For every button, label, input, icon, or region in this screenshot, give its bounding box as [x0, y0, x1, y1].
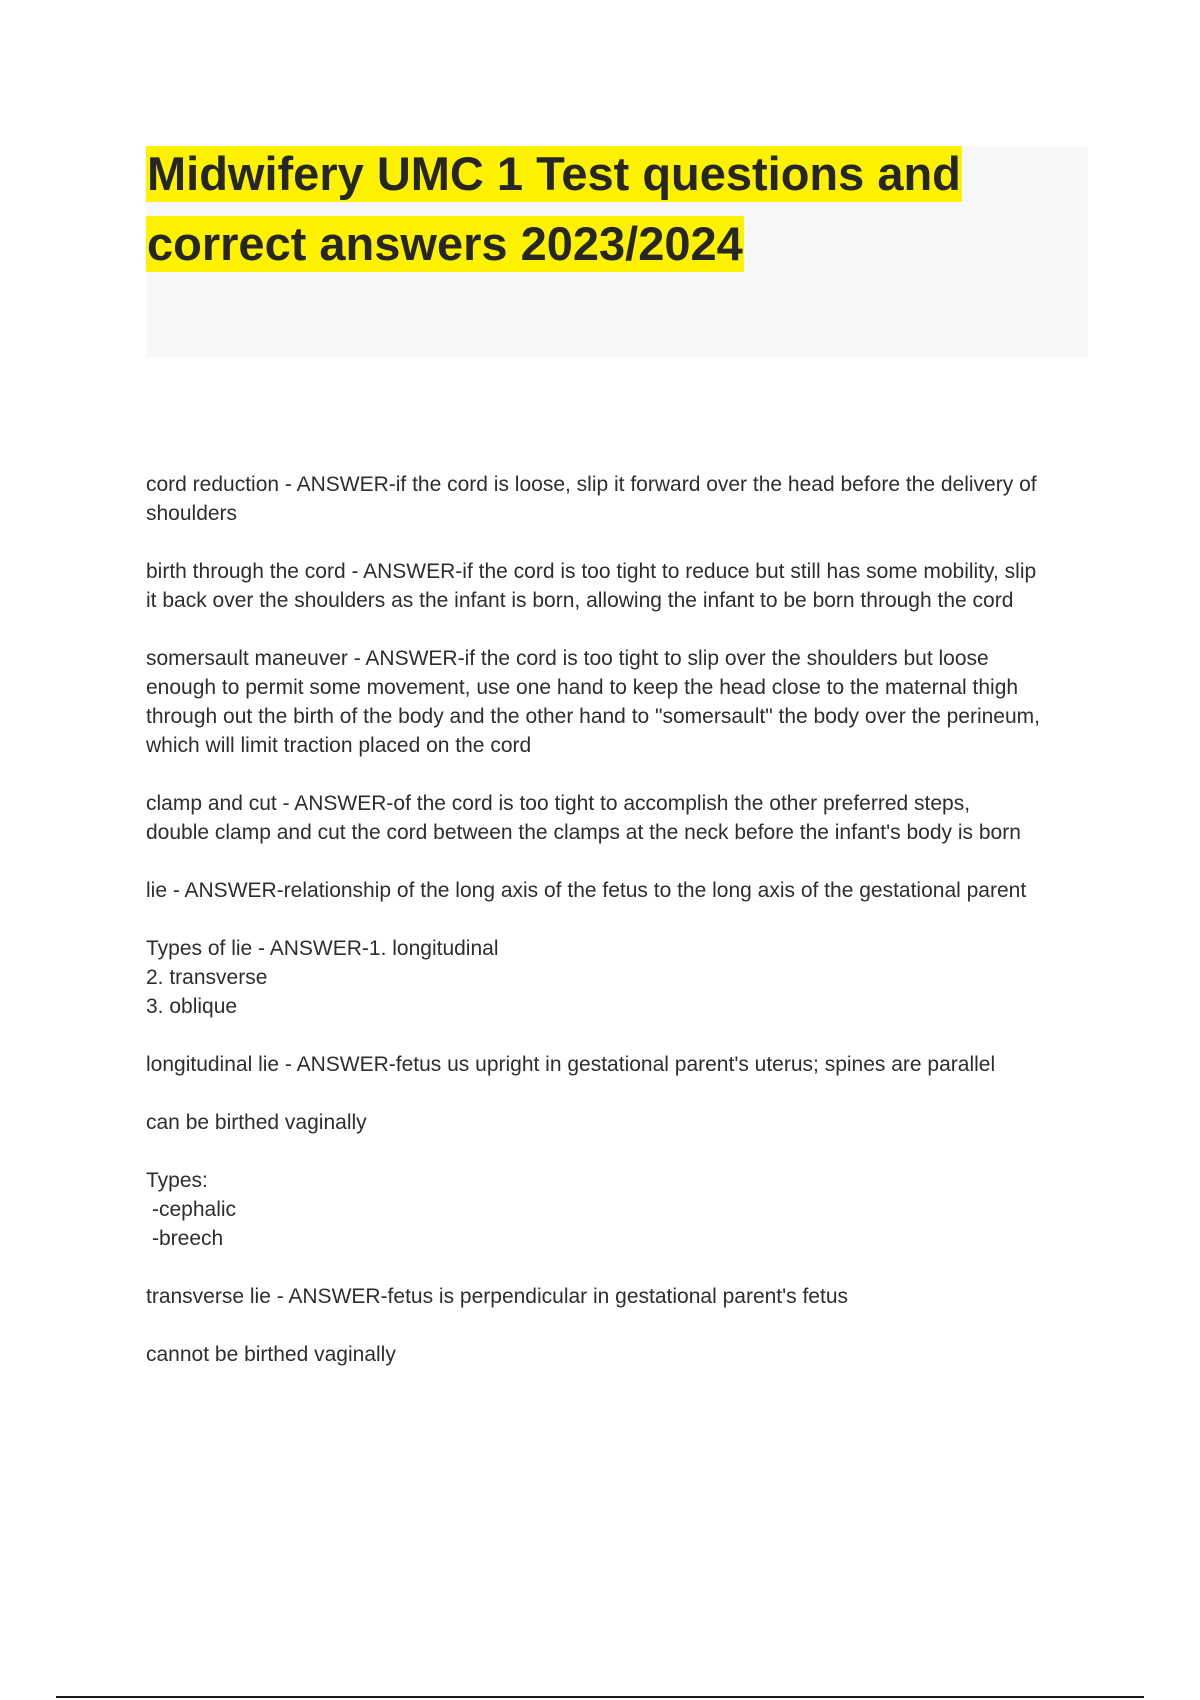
- qa-longitudinal-lie: [146, 1050, 1092, 1079]
- qa-lie: [146, 876, 1092, 905]
- text-line: double clamp and cut the cord between the clamps at the neck before the infant's body is born: [146, 821, 1021, 844]
- note-cannot-birth-vaginally: [146, 1340, 1092, 1369]
- qa-types-of-lie: [146, 934, 1092, 1021]
- qa-cord-reduction: [146, 470, 1092, 528]
- text-line: birth through the cord - ANSWER-if the cord is too tight to reduce but still has some mobility, slip: [146, 560, 1037, 583]
- text-line: transverse lie - ANSWER-fetus is perpendicular in gestational parent's fetus: [146, 1285, 849, 1308]
- qa-clamp-and-cut: [146, 789, 1092, 847]
- text-line: can be birthed vaginally: [146, 1111, 367, 1134]
- text-line: longitudinal lie - ANSWER-fetus us upright in gestational parent's uterus; spines are parallel: [146, 1053, 996, 1076]
- page-bottom-rule: [56, 1696, 1144, 1698]
- text-line: shoulders: [146, 502, 238, 525]
- text-line: clamp and cut - ANSWER-of the cord is too tight to accomplish the other preferred steps,: [146, 792, 971, 815]
- text-line: Types:: [146, 1169, 208, 1192]
- page-title-line-2: correct answers 2023/2024: [147, 217, 743, 270]
- text-line: which will limit traction placed on the cord: [146, 734, 532, 757]
- qa-birth-through-cord: [146, 557, 1092, 615]
- document-body: [146, 470, 1092, 1398]
- text-line: cannot be birthed vaginally: [146, 1343, 396, 1366]
- text-line: it back over the shoulders as the infant is born, allowing the infant to be born through the cord: [146, 589, 1014, 612]
- text-line: somersault maneuver - ANSWER-if the cord is too tight to slip over the shoulders but loose: [146, 647, 989, 670]
- page-title-line-1: Midwifery UMC 1 Test questions and: [147, 147, 961, 200]
- note-birthed-vaginally: [146, 1108, 1092, 1137]
- text-line: Types of lie - ANSWER-1. longitudinal: [146, 937, 499, 960]
- types-list: [146, 1166, 1092, 1253]
- text-line: -cephalic: [152, 1198, 237, 1221]
- text-line: through out the birth of the body and the other hand to "somersault" the body over the perineum,: [146, 705, 1040, 728]
- text-line: 2. transverse: [146, 966, 268, 989]
- text-line: enough to permit some movement, use one hand to keep the head close to the maternal thigh: [146, 676, 1019, 699]
- qa-somersault-maneuver: [146, 644, 1092, 760]
- text-line: lie - ANSWER-relationship of the long axis of the fetus to the long axis of the gestational parent: [146, 879, 1027, 902]
- qa-transverse-lie: [146, 1282, 1092, 1311]
- text-line: cord reduction - ANSWER-if the cord is loose, slip it forward over the head before the delivery of: [146, 473, 1037, 496]
- title-block: [146, 146, 1088, 358]
- text-line: -breech: [152, 1227, 224, 1250]
- text-line: 3. oblique: [146, 995, 238, 1018]
